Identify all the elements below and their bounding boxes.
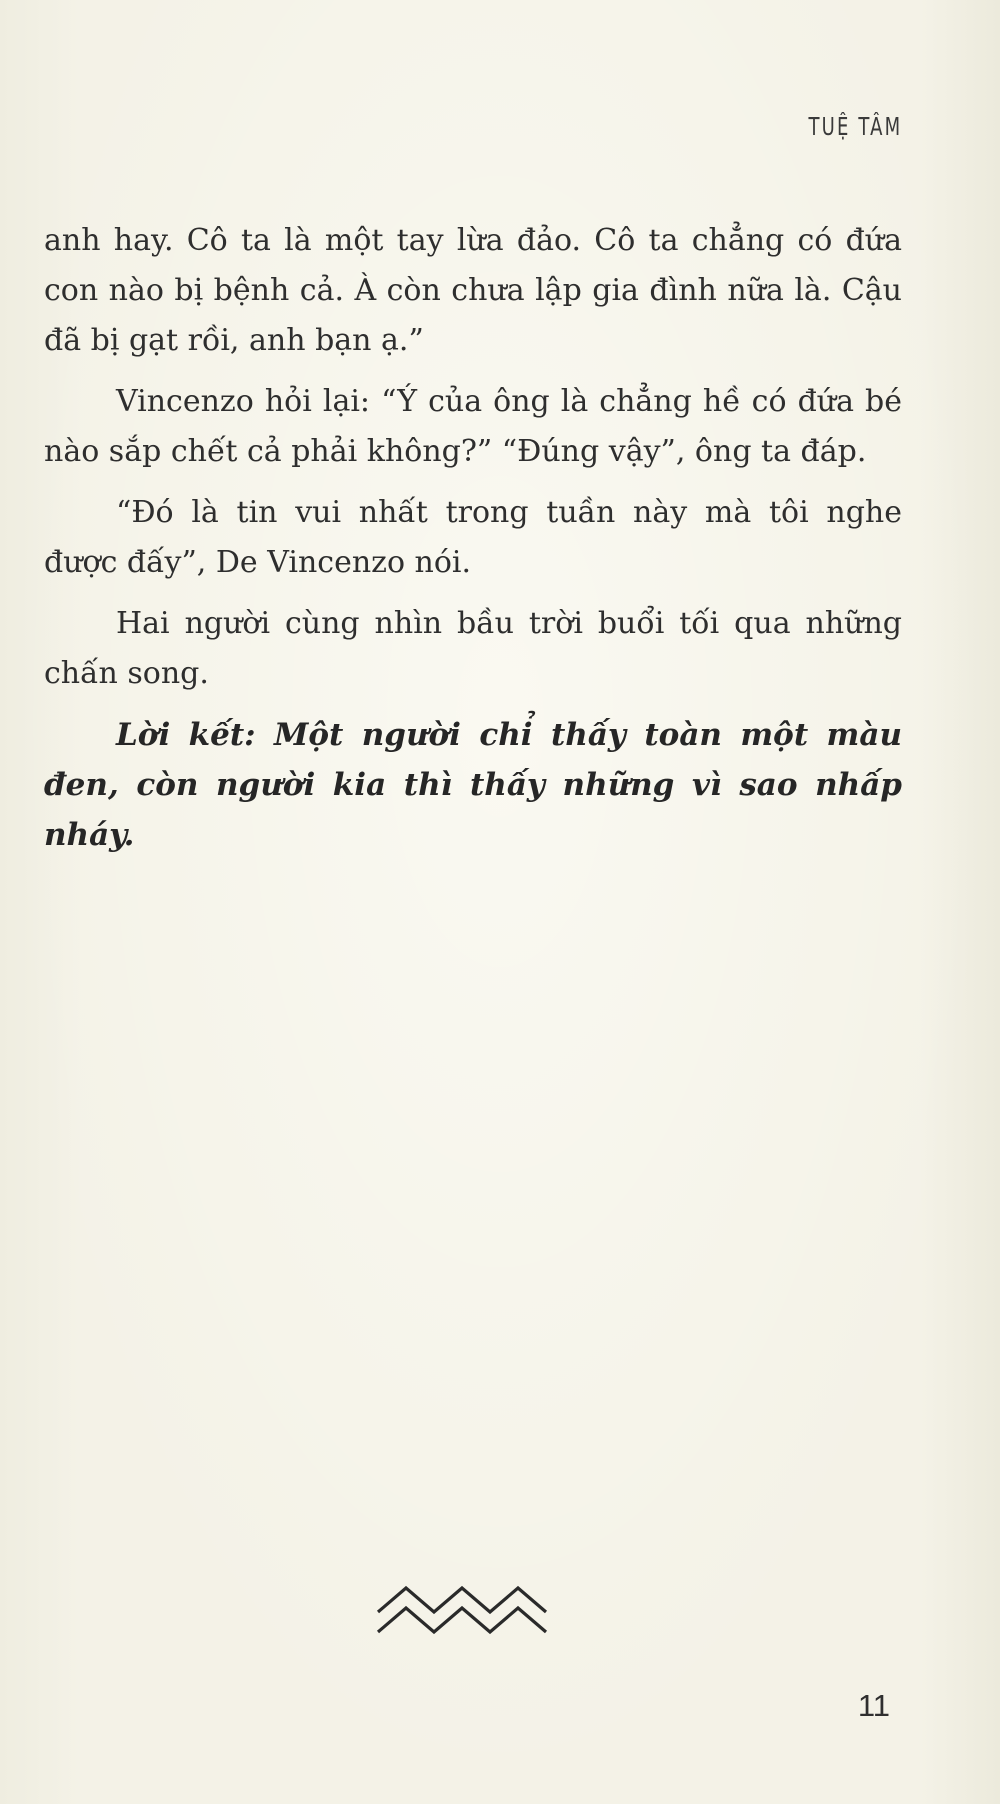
paragraph-4: Hai người cùng nhìn bầu trời buổi tối qua những chấn song. — [44, 606, 902, 691]
zigzag-divider-icon — [376, 1582, 548, 1642]
closing-moral: Lời kết: Một người chỉ thấy toàn một màu đen, còn người kia thì thấy những vì sao nhấp nháy. — [44, 717, 902, 853]
body-text — [44, 216, 902, 871]
page-number: 11 — [857, 1688, 890, 1723]
paragraph-1: anh hay. Cô ta là một tay lừa đảo. Cô ta chẳng có đứa con nào bị bệnh cả. À còn chưa lập gia đình nữa là. Cậu đã bị gạt rồi, anh bạn ạ.” — [44, 223, 902, 358]
paragraph-2: Vincenzo hỏi lại: “Ý của ông là chẳng hề có đứa bé nào sắp chết cả phải không?” “Đúng vậy”, ông ta đáp. — [44, 384, 902, 469]
paragraph-3: “Đó là tin vui nhất trong tuần này mà tôi nghe được đấy”, De Vincenzo nói. — [44, 495, 902, 580]
running-head: TUỆ TÂM — [808, 112, 902, 141]
